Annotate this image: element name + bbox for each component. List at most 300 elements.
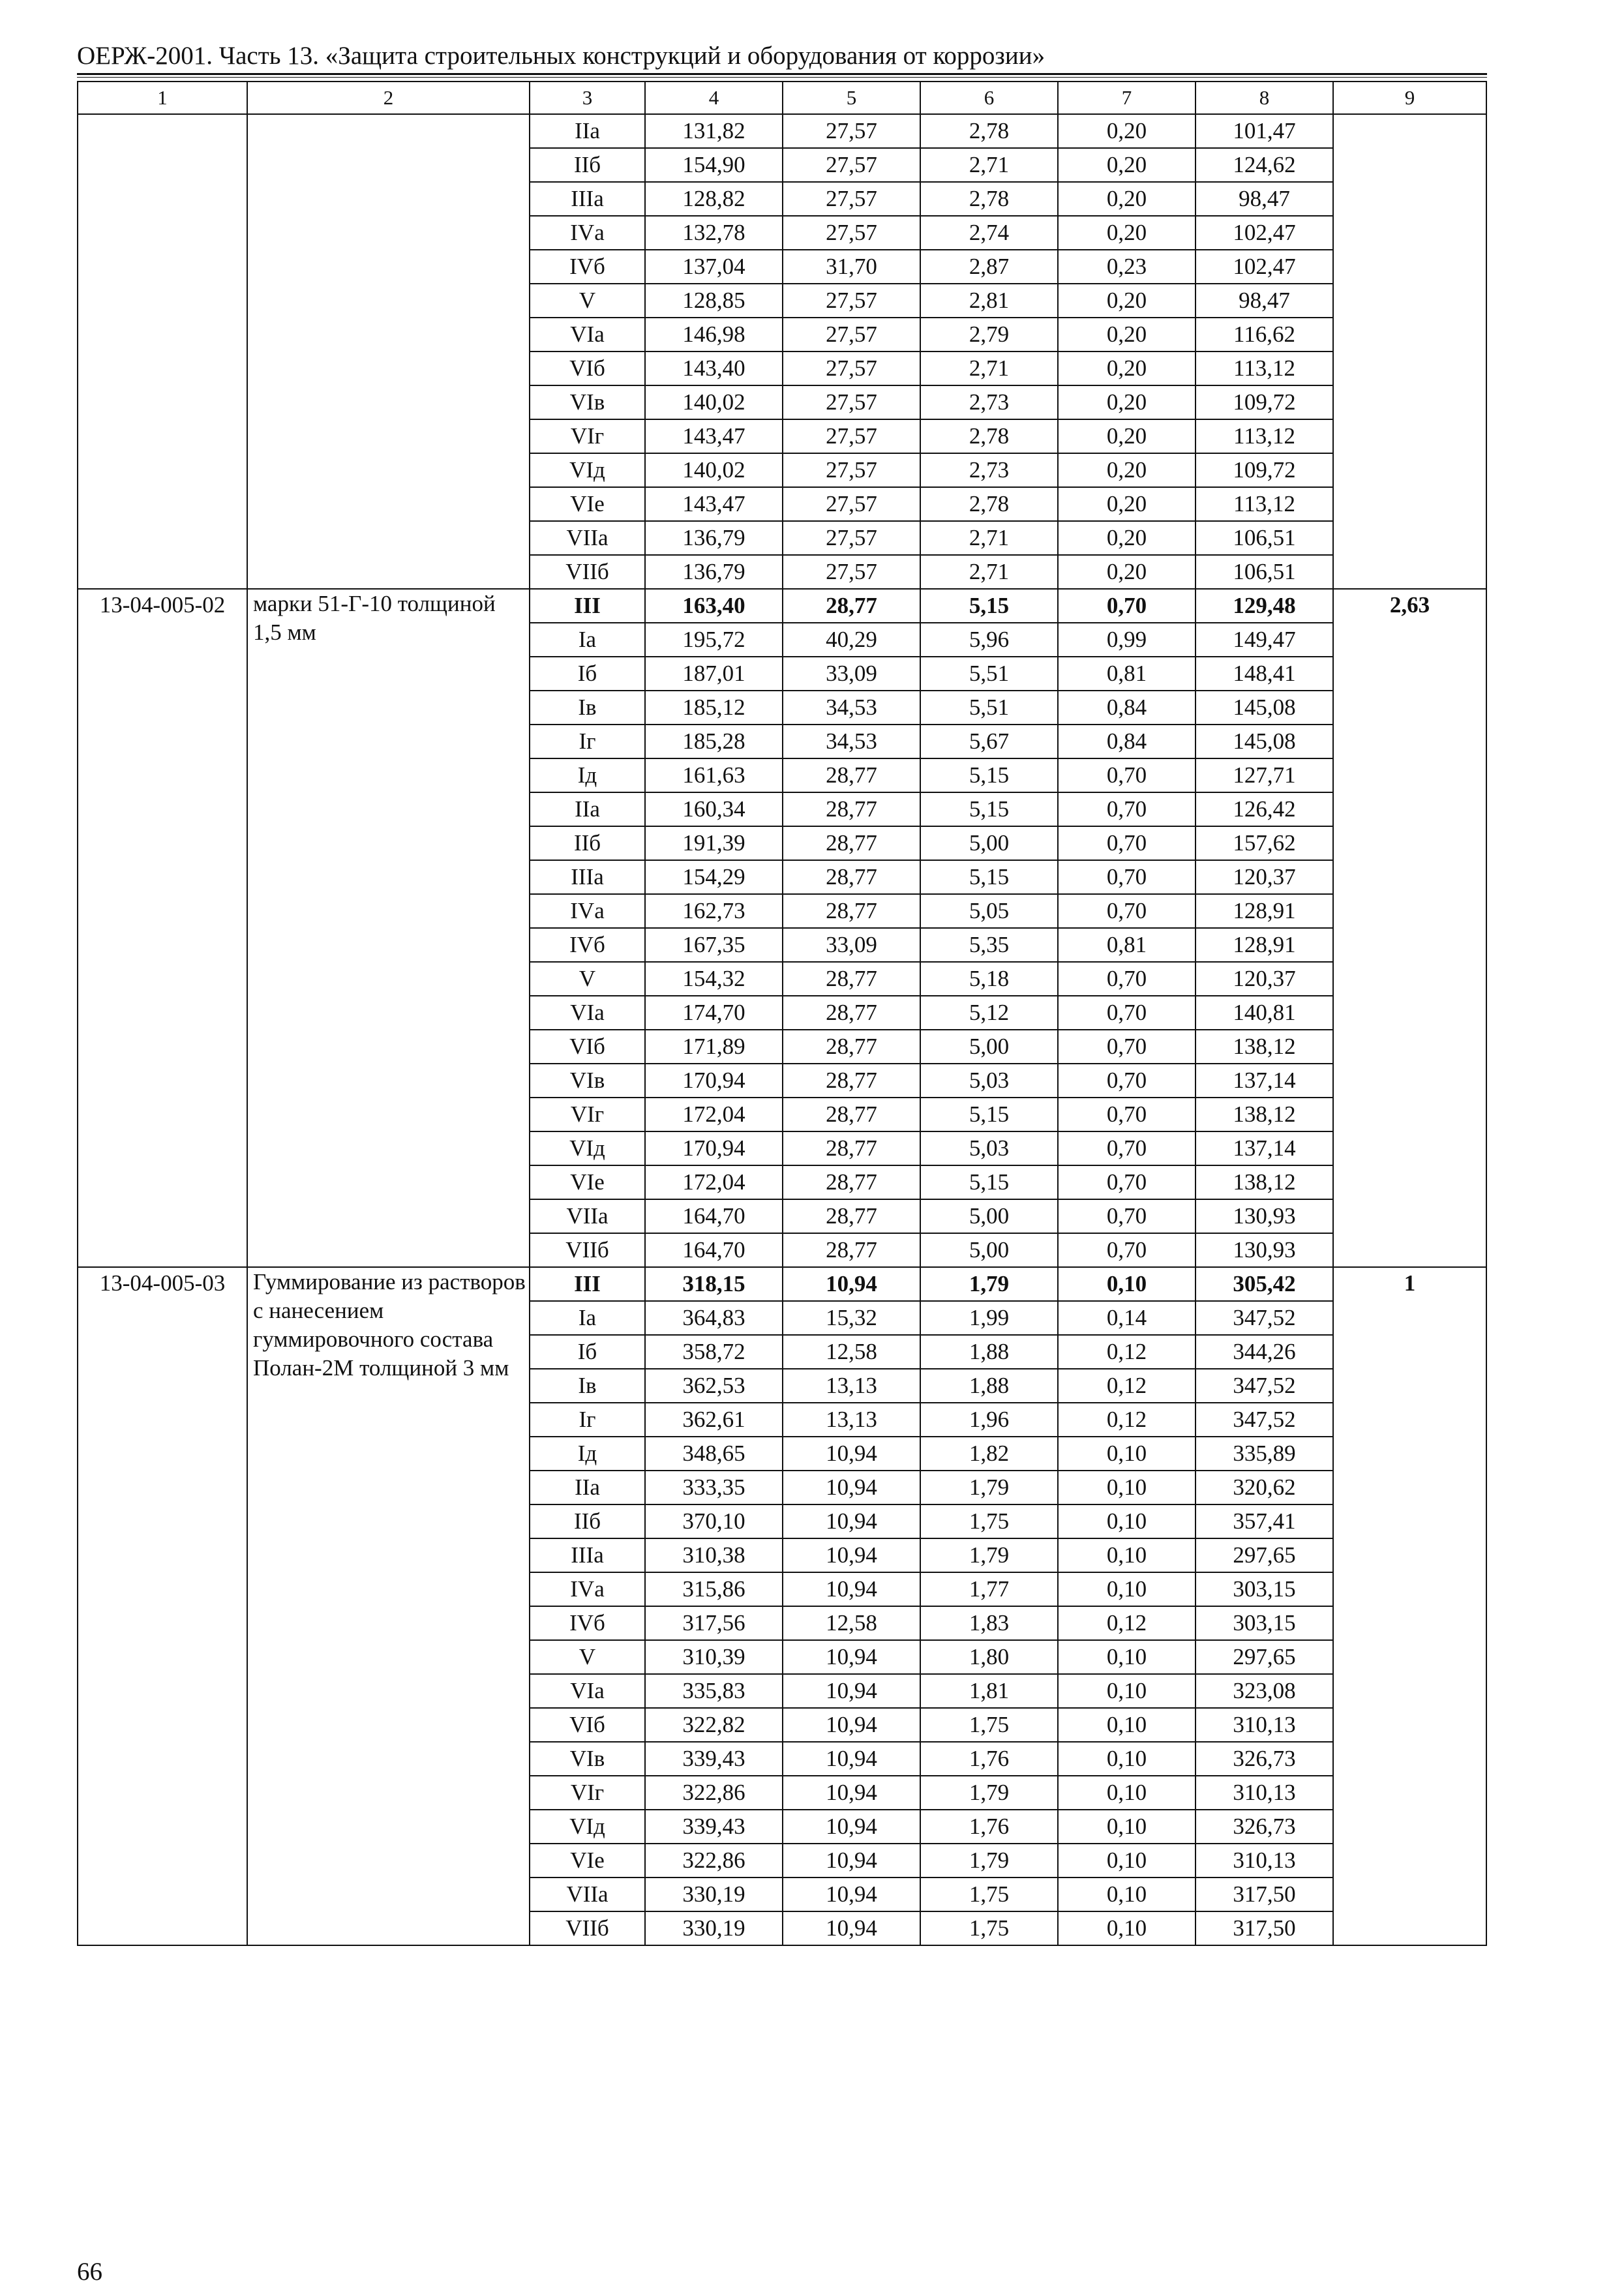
value-cell: 5,51	[920, 657, 1058, 691]
value-cell: 1,75	[920, 1708, 1058, 1742]
value-cell: 10,94	[783, 1708, 920, 1742]
value-cell: 347,52	[1195, 1403, 1333, 1437]
value-cell: 0,10	[1058, 1640, 1195, 1674]
value-cell: 149,47	[1195, 623, 1333, 657]
value-cell: 2,78	[920, 182, 1058, 216]
value-cell: 335,89	[1195, 1437, 1333, 1471]
table-row	[78, 114, 1486, 148]
value-cell: 2,81	[920, 284, 1058, 318]
value-cell: 0,12	[1058, 1606, 1195, 1640]
value-cell: 10,94	[783, 1267, 920, 1301]
zone-cell: IIб	[530, 1504, 645, 1538]
value-cell: 1,75	[920, 1911, 1058, 1945]
value-cell: 28,77	[783, 1030, 920, 1064]
zone-cell: VIг	[530, 1776, 645, 1810]
coefficient-cell: 2,63	[1333, 589, 1486, 1267]
value-cell: 163,40	[645, 589, 783, 623]
value-cell: 303,15	[1195, 1572, 1333, 1606]
value-cell: 5,15	[920, 860, 1058, 894]
value-cell: 128,91	[1195, 928, 1333, 962]
value-cell: 303,15	[1195, 1606, 1333, 1640]
header-rule	[77, 73, 1487, 75]
value-cell: 0,10	[1058, 1572, 1195, 1606]
value-cell: 326,73	[1195, 1810, 1333, 1844]
value-cell: 2,78	[920, 114, 1058, 148]
value-cell: 157,62	[1195, 826, 1333, 860]
value-cell: 27,57	[783, 385, 920, 419]
value-cell: 0,12	[1058, 1335, 1195, 1369]
value-cell: 10,94	[783, 1538, 920, 1572]
value-cell: 167,35	[645, 928, 783, 962]
value-cell: 0,10	[1058, 1708, 1195, 1742]
value-cell: 310,13	[1195, 1708, 1333, 1742]
value-cell: 0,20	[1058, 453, 1195, 487]
zone-cell: Iд	[530, 758, 645, 792]
column-number: 1	[78, 82, 247, 114]
value-cell: 116,62	[1195, 318, 1333, 352]
work-code-cell	[78, 114, 247, 589]
zone-cell: VIд	[530, 453, 645, 487]
value-cell: 27,57	[783, 318, 920, 352]
value-cell: 154,29	[645, 860, 783, 894]
value-cell: 297,65	[1195, 1538, 1333, 1572]
value-cell: 0,20	[1058, 419, 1195, 453]
value-cell: 2,87	[920, 250, 1058, 284]
value-cell: 106,51	[1195, 521, 1333, 555]
page-number: 66	[77, 2258, 102, 2286]
value-cell: 28,77	[783, 860, 920, 894]
value-cell: 33,09	[783, 928, 920, 962]
value-cell: 10,94	[783, 1810, 920, 1844]
value-cell: 0,70	[1058, 1098, 1195, 1131]
value-cell: 362,61	[645, 1403, 783, 1437]
value-cell: 10,94	[783, 1437, 920, 1471]
value-cell: 0,70	[1058, 860, 1195, 894]
value-cell: 5,18	[920, 962, 1058, 996]
value-cell: 0,10	[1058, 1437, 1195, 1471]
value-cell: 34,53	[783, 725, 920, 758]
zone-cell: Iб	[530, 657, 645, 691]
value-cell: 5,15	[920, 792, 1058, 826]
value-cell: 348,65	[645, 1437, 783, 1471]
value-cell: 0,20	[1058, 352, 1195, 385]
table-body	[78, 82, 1486, 1945]
value-cell: 358,72	[645, 1335, 783, 1369]
value-cell: 5,96	[920, 623, 1058, 657]
value-cell: 5,67	[920, 725, 1058, 758]
value-cell: 1,76	[920, 1742, 1058, 1776]
value-cell: 0,70	[1058, 1233, 1195, 1267]
value-cell: 31,70	[783, 250, 920, 284]
value-cell: 0,81	[1058, 928, 1195, 962]
value-cell: 2,78	[920, 487, 1058, 521]
value-cell: 130,93	[1195, 1233, 1333, 1267]
zone-cell: VIв	[530, 1742, 645, 1776]
zone-cell: IIа	[530, 1471, 645, 1504]
value-cell: 305,42	[1195, 1267, 1333, 1301]
value-cell: 0,10	[1058, 1674, 1195, 1708]
value-cell: 28,77	[783, 1233, 920, 1267]
value-cell: 0,10	[1058, 1538, 1195, 1572]
value-cell: 101,47	[1195, 114, 1333, 148]
value-cell: 102,47	[1195, 250, 1333, 284]
value-cell: 323,08	[1195, 1674, 1333, 1708]
value-cell: 317,56	[645, 1606, 783, 1640]
value-cell: 1,83	[920, 1606, 1058, 1640]
value-cell: 0,99	[1058, 623, 1195, 657]
value-cell: 128,91	[1195, 894, 1333, 928]
column-number: 2	[247, 82, 530, 114]
value-cell: 1,79	[920, 1776, 1058, 1810]
value-cell: 0,20	[1058, 114, 1195, 148]
zone-cell: VIа	[530, 1674, 645, 1708]
value-cell: 172,04	[645, 1165, 783, 1199]
value-cell: 0,10	[1058, 1844, 1195, 1878]
value-cell: 2,71	[920, 555, 1058, 589]
rates-table	[77, 81, 1487, 1946]
value-cell: 333,35	[645, 1471, 783, 1504]
zone-cell: Iд	[530, 1437, 645, 1471]
value-cell: 322,82	[645, 1708, 783, 1742]
value-cell: 2,74	[920, 216, 1058, 250]
value-cell: 120,37	[1195, 962, 1333, 996]
value-cell: 5,00	[920, 1030, 1058, 1064]
value-cell: 143,47	[645, 487, 783, 521]
zone-cell: Iв	[530, 691, 645, 725]
value-cell: 1,99	[920, 1301, 1058, 1335]
value-cell: 27,57	[783, 419, 920, 453]
value-cell: 143,40	[645, 352, 783, 385]
value-cell: 13,13	[783, 1403, 920, 1437]
value-cell: 27,57	[783, 216, 920, 250]
value-cell: 1,81	[920, 1674, 1058, 1708]
value-cell: 0,70	[1058, 1030, 1195, 1064]
value-cell: 297,65	[1195, 1640, 1333, 1674]
value-cell: 315,86	[645, 1572, 783, 1606]
zone-cell: VIIа	[530, 1199, 645, 1233]
zone-cell: IVа	[530, 1572, 645, 1606]
column-number: 3	[530, 82, 645, 114]
value-cell: 5,00	[920, 826, 1058, 860]
value-cell: 170,94	[645, 1131, 783, 1165]
value-cell: 128,82	[645, 182, 783, 216]
work-code-cell: 13-04-005-02	[78, 589, 247, 1267]
value-cell: 132,78	[645, 216, 783, 250]
zone-cell: Iб	[530, 1335, 645, 1369]
value-cell: 164,70	[645, 1233, 783, 1267]
value-cell: 138,12	[1195, 1098, 1333, 1131]
value-cell: 0,20	[1058, 385, 1195, 419]
value-cell: 2,73	[920, 453, 1058, 487]
column-number: 4	[645, 82, 783, 114]
value-cell: 137,14	[1195, 1131, 1333, 1165]
value-cell: 136,79	[645, 555, 783, 589]
zone-cell: VIа	[530, 318, 645, 352]
value-cell: 344,26	[1195, 1335, 1333, 1369]
value-cell: 10,94	[783, 1640, 920, 1674]
value-cell: 5,51	[920, 691, 1058, 725]
value-cell: 28,77	[783, 792, 920, 826]
value-cell: 0,81	[1058, 657, 1195, 691]
value-cell: 320,62	[1195, 1471, 1333, 1504]
value-cell: 0,10	[1058, 1776, 1195, 1810]
value-cell: 0,84	[1058, 691, 1195, 725]
value-cell: 191,39	[645, 826, 783, 860]
value-cell: 0,20	[1058, 182, 1195, 216]
value-cell: 10,94	[783, 1844, 920, 1878]
zone-cell: VIе	[530, 1165, 645, 1199]
value-cell: 0,70	[1058, 894, 1195, 928]
value-cell: 10,94	[783, 1572, 920, 1606]
value-cell: 160,34	[645, 792, 783, 826]
value-cell: 127,71	[1195, 758, 1333, 792]
value-cell: 0,84	[1058, 725, 1195, 758]
value-cell: 2,71	[920, 521, 1058, 555]
value-cell: 143,47	[645, 419, 783, 453]
value-cell: 5,15	[920, 589, 1058, 623]
value-cell: 1,82	[920, 1437, 1058, 1471]
value-cell: 357,41	[1195, 1504, 1333, 1538]
value-cell: 326,73	[1195, 1742, 1333, 1776]
value-cell: 10,94	[783, 1878, 920, 1911]
running-header: ОЕРЖ-2001. Часть 13. «Защита строительных конструкций и оборудования от коррозии»	[77, 42, 1045, 70]
value-cell: 318,15	[645, 1267, 783, 1301]
value-cell: 364,83	[645, 1301, 783, 1335]
value-cell: 0,70	[1058, 792, 1195, 826]
value-cell: 140,02	[645, 453, 783, 487]
value-cell: 0,20	[1058, 318, 1195, 352]
value-cell: 161,63	[645, 758, 783, 792]
value-cell: 10,94	[783, 1471, 920, 1504]
value-cell: 33,09	[783, 657, 920, 691]
zone-cell: IIIа	[530, 182, 645, 216]
value-cell: 120,37	[1195, 860, 1333, 894]
value-cell: 317,50	[1195, 1878, 1333, 1911]
value-cell: 322,86	[645, 1776, 783, 1810]
column-number: 8	[1195, 82, 1333, 114]
value-cell: 28,77	[783, 1098, 920, 1131]
value-cell: 164,70	[645, 1199, 783, 1233]
value-cell: 28,77	[783, 962, 920, 996]
value-cell: 136,79	[645, 521, 783, 555]
value-cell: 0,70	[1058, 826, 1195, 860]
value-cell: 5,00	[920, 1199, 1058, 1233]
value-cell: 185,28	[645, 725, 783, 758]
column-number: 6	[920, 82, 1058, 114]
coefficient-cell: 1	[1333, 1267, 1486, 1945]
value-cell: 140,81	[1195, 996, 1333, 1030]
value-cell: 347,52	[1195, 1301, 1333, 1335]
value-cell: 145,08	[1195, 691, 1333, 725]
value-cell: 98,47	[1195, 284, 1333, 318]
value-cell: 126,42	[1195, 792, 1333, 826]
value-cell: 0,20	[1058, 555, 1195, 589]
zone-cell: IIа	[530, 114, 645, 148]
value-cell: 2,78	[920, 419, 1058, 453]
value-cell: 129,48	[1195, 589, 1333, 623]
value-cell: 146,98	[645, 318, 783, 352]
value-cell: 1,75	[920, 1504, 1058, 1538]
value-cell: 195,72	[645, 623, 783, 657]
value-cell: 148,41	[1195, 657, 1333, 691]
value-cell: 5,15	[920, 1098, 1058, 1131]
value-cell: 1,88	[920, 1335, 1058, 1369]
value-cell: 28,77	[783, 758, 920, 792]
zone-cell: IVб	[530, 250, 645, 284]
value-cell: 109,72	[1195, 453, 1333, 487]
zone-cell: IVб	[530, 928, 645, 962]
value-cell: 12,58	[783, 1335, 920, 1369]
value-cell: 310,39	[645, 1640, 783, 1674]
value-cell: 113,12	[1195, 487, 1333, 521]
value-cell: 0,10	[1058, 1878, 1195, 1911]
value-cell: 27,57	[783, 148, 920, 182]
value-cell: 113,12	[1195, 419, 1333, 453]
value-cell: 98,47	[1195, 182, 1333, 216]
value-cell: 172,04	[645, 1098, 783, 1131]
value-cell: 27,57	[783, 521, 920, 555]
value-cell: 171,89	[645, 1030, 783, 1064]
zone-cell: IIа	[530, 792, 645, 826]
value-cell: 0,70	[1058, 758, 1195, 792]
value-cell: 28,77	[783, 1165, 920, 1199]
zone-cell: VIв	[530, 385, 645, 419]
value-cell: 138,12	[1195, 1030, 1333, 1064]
value-cell: 0,20	[1058, 487, 1195, 521]
value-cell: 10,94	[783, 1674, 920, 1708]
value-cell: 0,10	[1058, 1742, 1195, 1776]
zone-cell: V	[530, 962, 645, 996]
value-cell: 140,02	[645, 385, 783, 419]
value-cell: 40,29	[783, 623, 920, 657]
value-cell: 362,53	[645, 1369, 783, 1403]
value-cell: 27,57	[783, 453, 920, 487]
value-cell: 5,05	[920, 894, 1058, 928]
zone-cell: IIIа	[530, 1538, 645, 1572]
work-name-cell	[247, 114, 530, 589]
value-cell: 185,12	[645, 691, 783, 725]
value-cell: 28,77	[783, 996, 920, 1030]
zone-cell: V	[530, 284, 645, 318]
zone-cell: Iг	[530, 1403, 645, 1437]
value-cell: 339,43	[645, 1810, 783, 1844]
value-cell: 5,00	[920, 1233, 1058, 1267]
value-cell: 109,72	[1195, 385, 1333, 419]
value-cell: 2,73	[920, 385, 1058, 419]
column-number: 9	[1333, 82, 1486, 114]
zone-cell: IVа	[530, 894, 645, 928]
zone-cell: VIв	[530, 1064, 645, 1098]
value-cell: 317,50	[1195, 1911, 1333, 1945]
value-cell: 187,01	[645, 657, 783, 691]
zone-cell: VIе	[530, 1844, 645, 1878]
zone-cell: VIе	[530, 487, 645, 521]
value-cell: 1,79	[920, 1844, 1058, 1878]
value-cell: 28,77	[783, 1199, 920, 1233]
value-cell: 170,94	[645, 1064, 783, 1098]
value-cell: 335,83	[645, 1674, 783, 1708]
value-cell: 137,04	[645, 250, 783, 284]
value-cell: 13,13	[783, 1369, 920, 1403]
value-cell: 310,38	[645, 1538, 783, 1572]
value-cell: 28,77	[783, 1064, 920, 1098]
value-cell: 0,12	[1058, 1403, 1195, 1437]
value-cell: 27,57	[783, 555, 920, 589]
value-cell: 0,20	[1058, 521, 1195, 555]
zone-cell: Iв	[530, 1369, 645, 1403]
value-cell: 27,57	[783, 114, 920, 148]
column-number: 7	[1058, 82, 1195, 114]
zone-cell: VIд	[530, 1810, 645, 1844]
zone-cell: VIг	[530, 419, 645, 453]
value-cell: 1,75	[920, 1878, 1058, 1911]
table-row	[78, 1267, 1486, 1301]
value-cell: 131,82	[645, 114, 783, 148]
value-cell: 174,70	[645, 996, 783, 1030]
value-cell: 0,10	[1058, 1471, 1195, 1504]
value-cell: 0,70	[1058, 1131, 1195, 1165]
value-cell: 5,15	[920, 758, 1058, 792]
value-cell: 10,94	[783, 1742, 920, 1776]
value-cell: 1,77	[920, 1572, 1058, 1606]
value-cell: 1,76	[920, 1810, 1058, 1844]
value-cell: 10,94	[783, 1504, 920, 1538]
value-cell: 1,80	[920, 1640, 1058, 1674]
zone-cell: Iа	[530, 623, 645, 657]
value-cell: 10,94	[783, 1776, 920, 1810]
value-cell: 0,20	[1058, 216, 1195, 250]
value-cell: 5,03	[920, 1064, 1058, 1098]
zone-cell: VIб	[530, 352, 645, 385]
work-name-cell: Гуммирование из растворов с нанесением гуммировочного состава Полан-2М толщиной 3 мм	[247, 1267, 530, 1945]
coefficient-cell	[1333, 114, 1486, 589]
value-cell: 0,70	[1058, 589, 1195, 623]
value-cell: 34,53	[783, 691, 920, 725]
value-cell: 1,96	[920, 1403, 1058, 1437]
value-cell: 15,32	[783, 1301, 920, 1335]
zone-cell: VIIб	[530, 1911, 645, 1945]
value-cell: 5,15	[920, 1165, 1058, 1199]
value-cell: 5,12	[920, 996, 1058, 1030]
value-cell: 0,20	[1058, 284, 1195, 318]
value-cell: 124,62	[1195, 148, 1333, 182]
zone-cell: VIIб	[530, 1233, 645, 1267]
value-cell: 102,47	[1195, 216, 1333, 250]
zone-cell: VIг	[530, 1098, 645, 1131]
zone-cell: VIIа	[530, 1878, 645, 1911]
value-cell: 0,70	[1058, 962, 1195, 996]
value-cell: 0,10	[1058, 1911, 1195, 1945]
value-cell: 27,57	[783, 352, 920, 385]
value-cell: 322,86	[645, 1844, 783, 1878]
zone-cell: III	[530, 1267, 645, 1301]
zone-cell: VIб	[530, 1030, 645, 1064]
value-cell: 128,85	[645, 284, 783, 318]
value-cell: 0,70	[1058, 996, 1195, 1030]
value-cell: 130,93	[1195, 1199, 1333, 1233]
value-cell: 370,10	[645, 1504, 783, 1538]
value-cell: 27,57	[783, 284, 920, 318]
value-cell: 28,77	[783, 894, 920, 928]
value-cell: 2,71	[920, 352, 1058, 385]
value-cell: 0,10	[1058, 1504, 1195, 1538]
zone-cell: VIа	[530, 996, 645, 1030]
zone-cell: IIIа	[530, 860, 645, 894]
value-cell: 106,51	[1195, 555, 1333, 589]
value-cell: 330,19	[645, 1878, 783, 1911]
zone-cell: V	[530, 1640, 645, 1674]
value-cell: 154,32	[645, 962, 783, 996]
